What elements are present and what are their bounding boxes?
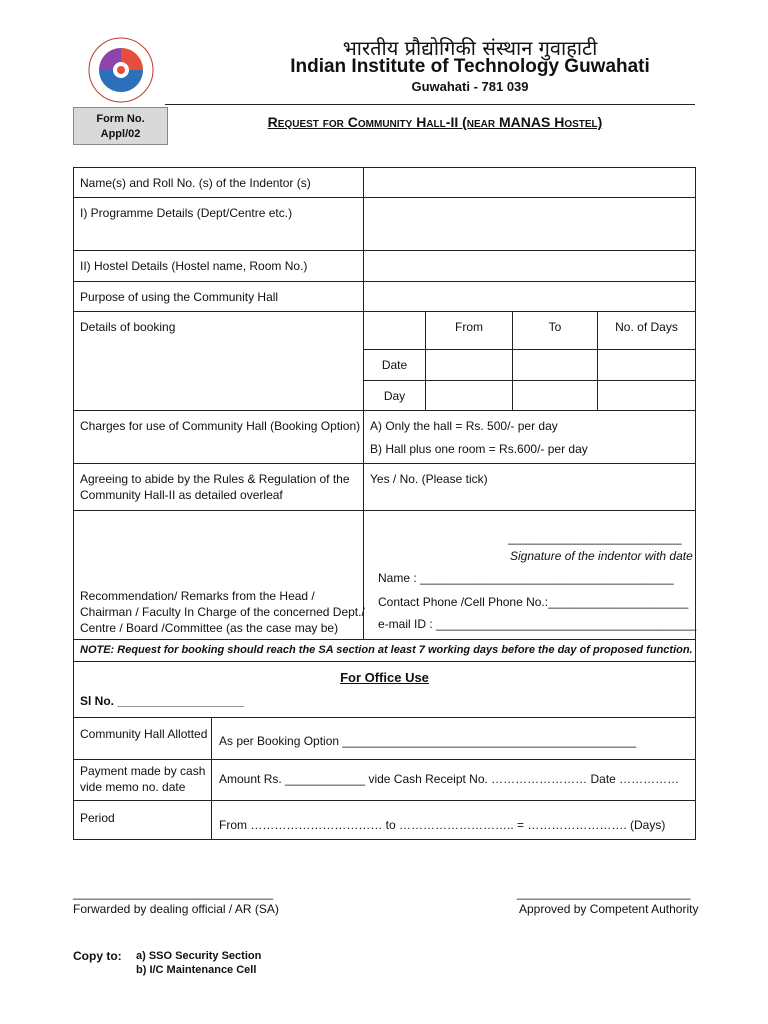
hindi-institute-name: भारतीय प्रौद्योगिकी संस्थान गुवाहाटी xyxy=(342,36,598,60)
row-date: Date xyxy=(381,358,408,372)
institute-name: Indian Institute of Technology Guwahati xyxy=(290,56,650,77)
sl-no: Sl No. ___________________ xyxy=(80,694,245,708)
form-no-value: Appl/02 xyxy=(100,128,141,140)
office-use-heading: For Office Use xyxy=(340,670,429,685)
rec-label-1: Recommendation/ Remarks from the Head / xyxy=(80,589,315,603)
rec-label-3: Centre / Board /Committee (as the case may be) xyxy=(80,621,339,635)
period-label: Period xyxy=(80,811,115,825)
agree-label-1: Agreeing to abide by the Rules & Regulation of the xyxy=(80,472,350,486)
option-a: A) Only the hall = Rs. 500/- per day xyxy=(370,419,558,433)
row-day: Day xyxy=(383,389,406,403)
forwarded-caption: Forwarded by dealing official / AR (SA) xyxy=(73,902,279,916)
agree-label-2: Community Hall-II as detailed overleaf xyxy=(80,488,283,502)
signature-line: __________________________ xyxy=(508,531,682,545)
agree-value: Yes / No. (Please tick) xyxy=(370,472,488,486)
hall-allotted-value: As per Booking Option ____________________________________________ xyxy=(219,734,637,748)
period-value: From …………………………… to ……………………….. = ……………………. (Days) xyxy=(219,818,666,832)
iit-guwahati-logo xyxy=(82,36,160,104)
charges-label: Charges for use of Community Hall (Booking Option) xyxy=(80,419,361,433)
header-rule xyxy=(165,104,695,105)
programme-label: I) Programme Details (Dept/Centre etc.) xyxy=(80,206,293,220)
hostel-label: II) Hostel Details (Hostel name, Room No.) xyxy=(80,259,308,273)
col-from: From xyxy=(455,320,483,334)
payment-value: Amount Rs. ____________ vide Cash Receipt No. …………………… Date …………… xyxy=(219,772,680,786)
copy-to-b: b) I/C Maintenance Cell xyxy=(136,964,257,976)
col-days: No. of Days xyxy=(615,320,678,334)
name-label: Name(s) and Roll No. (s) of the Indentor (s) xyxy=(80,176,311,190)
copy-to-label: Copy to: xyxy=(73,949,122,963)
form-no-label: Form No. xyxy=(96,113,145,125)
phone-field: Contact Phone /Cell Phone No.:_____________________ xyxy=(378,595,689,609)
form-number-box xyxy=(73,107,168,145)
email-field: e-mail ID : _______________________________________ xyxy=(378,617,697,631)
approved-caption: Approved by Competent Authority xyxy=(519,902,699,916)
rec-label-2: Chairman / Faculty In Charge of the concerned Dept./ xyxy=(80,605,365,619)
option-b: B) Hall plus one room = Rs.600/- per day xyxy=(370,442,588,456)
form-title: Request for Community Hall-II (near MANAS Hostel) xyxy=(267,114,603,130)
col-to: To xyxy=(548,320,562,334)
payment-label-1: Payment made by cash xyxy=(80,764,206,778)
hall-allotted-label: Community Hall Allotted xyxy=(80,727,208,741)
city-pin: Guwahati - 781 039 xyxy=(411,79,529,94)
payment-label-2: vide memo no. date xyxy=(80,780,186,794)
booking-label: Details of booking xyxy=(80,320,176,334)
signature-caption: Signature of the indentor with date xyxy=(510,549,693,563)
name-field: Name : ______________________________________ xyxy=(378,571,674,585)
booking-note: NOTE: Request for booking should reach the SA section at least 7 working days before the day of proposed function. xyxy=(80,644,693,656)
forwarded-signature-line: ______________________________ xyxy=(73,886,274,900)
purpose-label: Purpose of using the Community Hall xyxy=(80,290,279,304)
copy-to-a: a) SSO Security Section xyxy=(136,950,262,962)
approved-signature-line: __________________________ xyxy=(517,886,691,900)
